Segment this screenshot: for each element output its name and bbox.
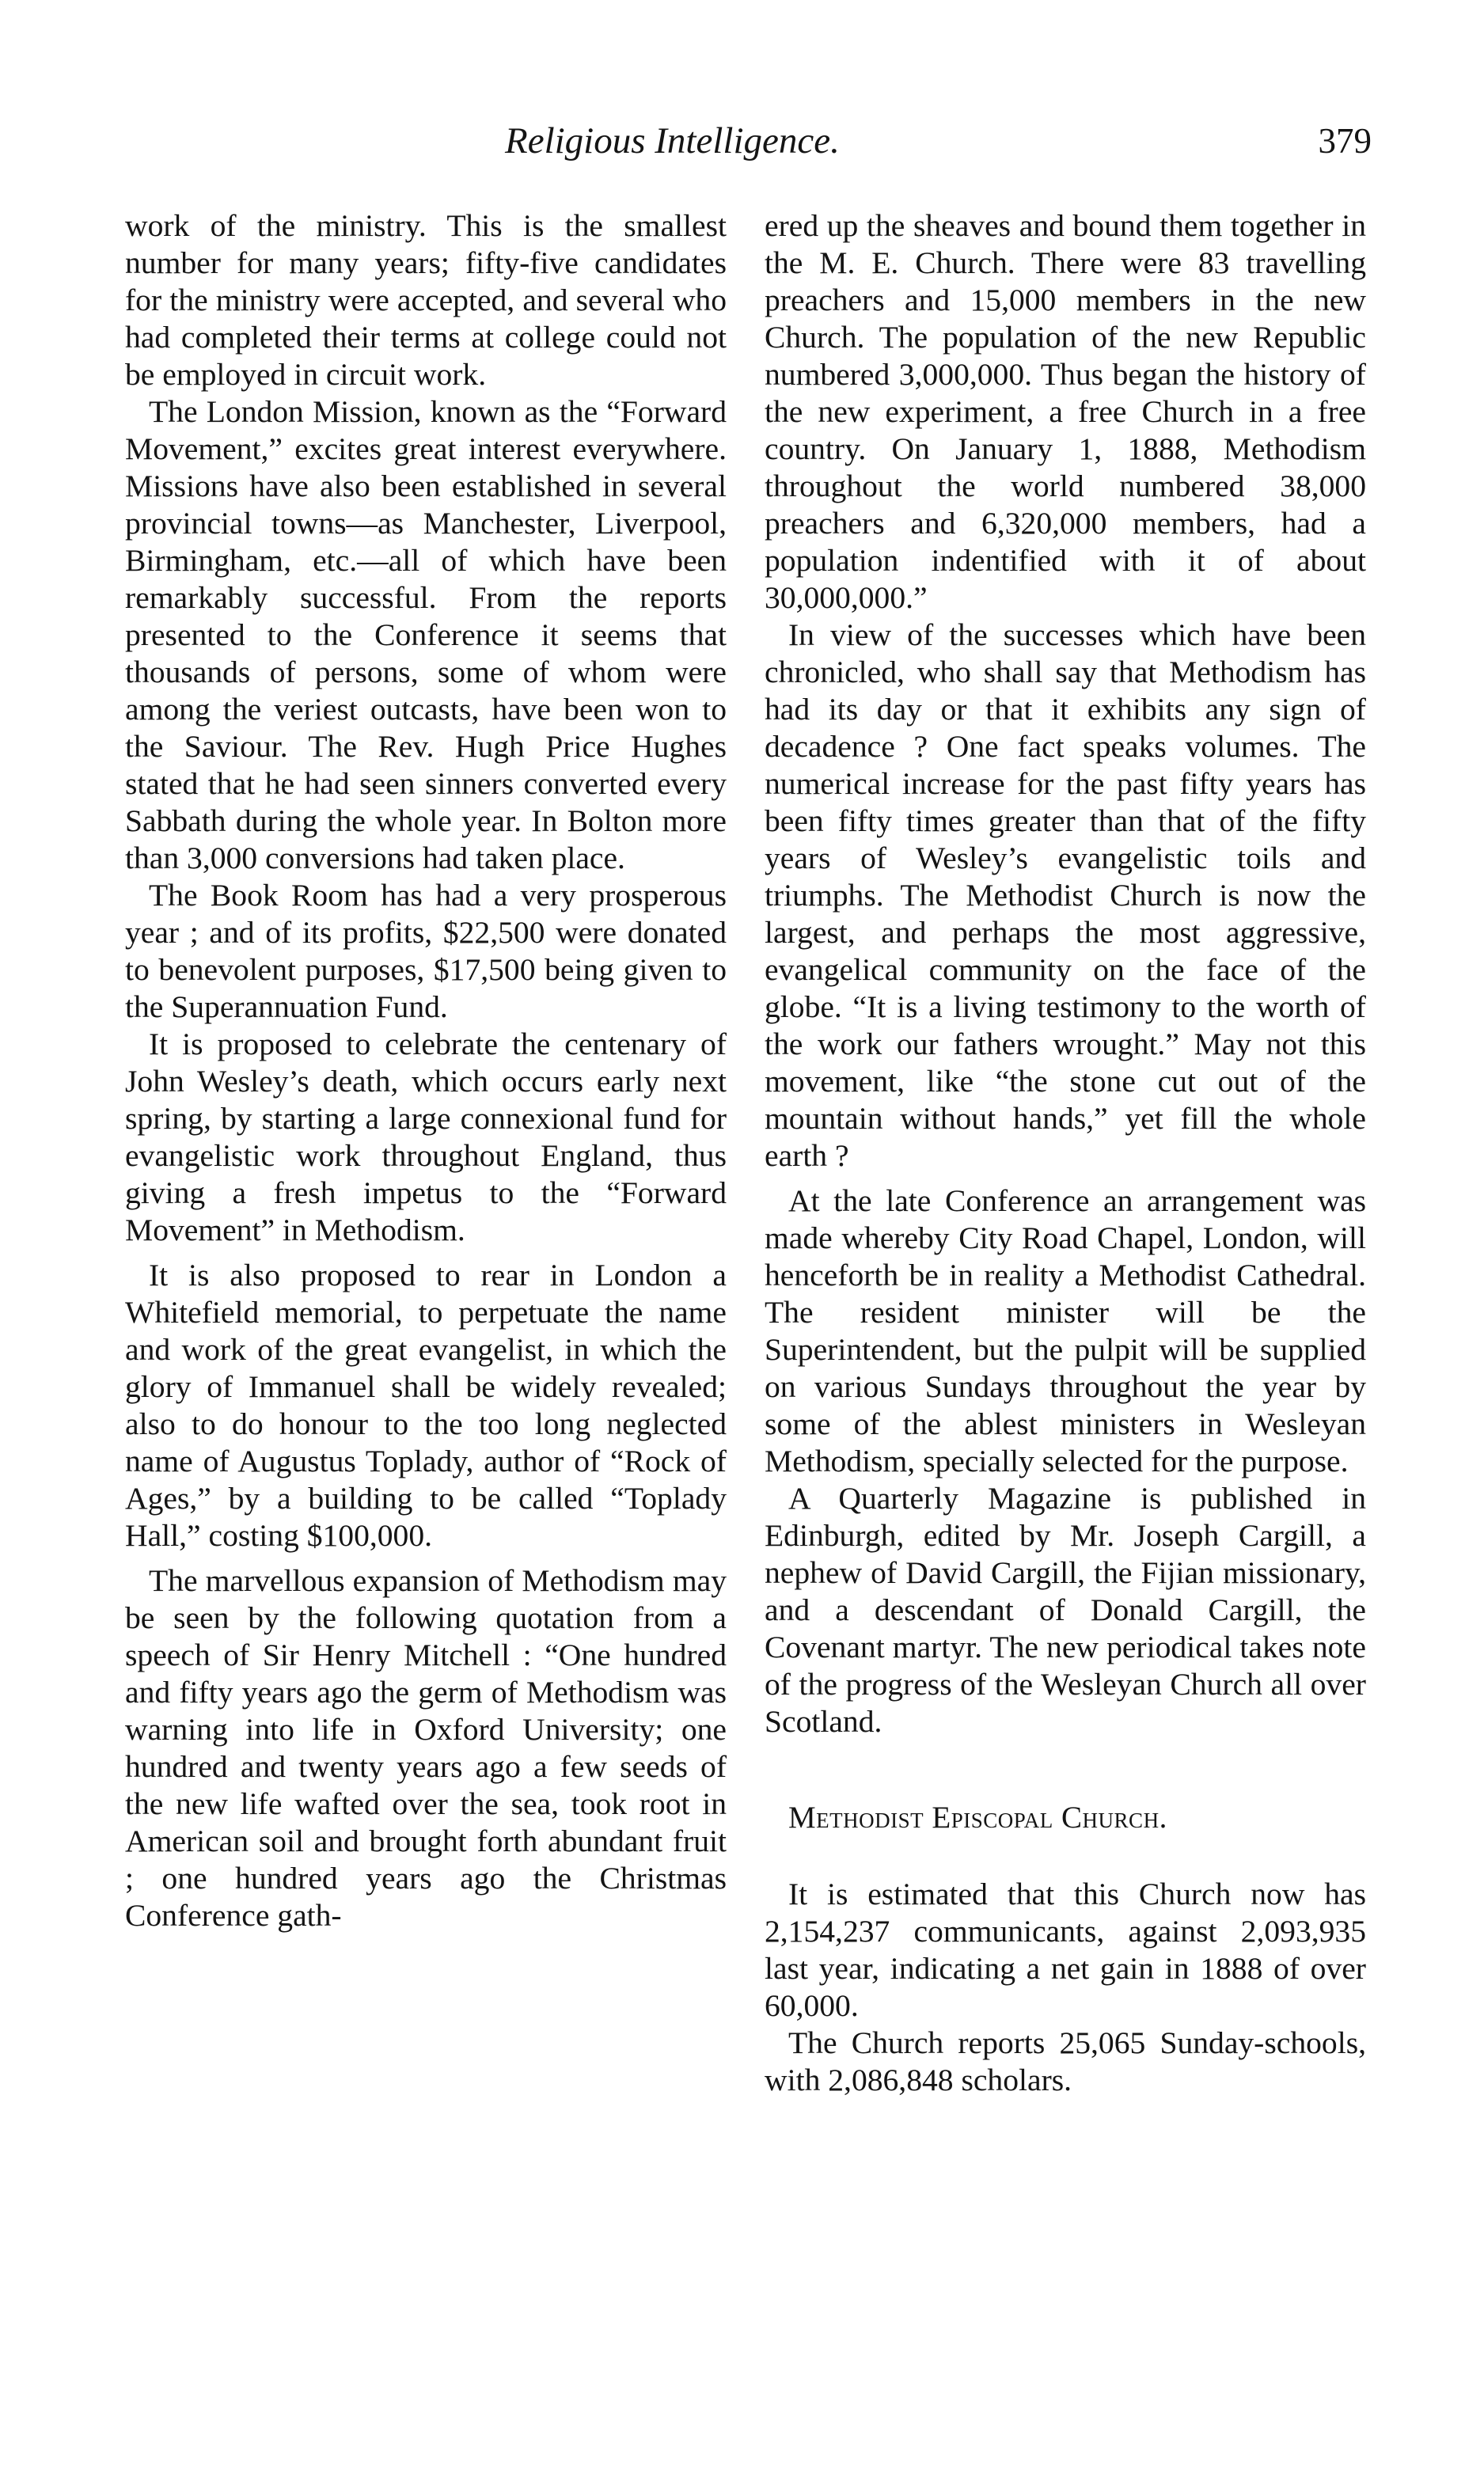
left-column xyxy=(125,207,727,1934)
right-column xyxy=(765,207,1366,2099)
section-heading: Methodist Episcopal Church. xyxy=(788,1801,1167,1835)
paragraph-ministry-candidates: work of the ministry. This is the smallest number for many years; fifty-five candidates for the ministry were accepted, and several who had completed their terms at college could not be employed in circuit work. xyxy=(125,208,727,392)
paragraph-successes: In view of the successes which have been chronicled, who shall say that Methodism has had its day or that it exhibits any sign of decadence ? One fact speaks volumes. The numerical increase for the past fifty years has been fifty times greater than that of the fifty years of Wesley’s evangelistic toils and triumphs. The Methodist Church is now the largest, and perhaps the most aggressive, evangelical community on the face of the globe. “It is a living testimony to the worth of the work our fathers wrought.” May not this movement, like “the stone cut out of the mountain without hands,” yet fill the whole earth ? xyxy=(765,617,1366,1173)
page-number: 379 xyxy=(1318,121,1372,161)
running-head: Religious Intelligence. xyxy=(505,120,840,161)
paragraph-methodism-expansion: The marvellous expansion of Methodism may be seen by the following quotation from a speech of Sir Henry Mitchell : “One hundred and fifty years ago the germ of Methodism was warning into life in Oxford University; one hundred and twenty years ago a few seeds of the new life wafted over the sea, took root in American soil and brought forth abundant fruit ; one hundred years ago the Christmas Conference gath- xyxy=(125,1563,727,1933)
paragraph-quarterly-magazine: A Quarterly Magazine is published in Edinburgh, edited by Mr. Joseph Cargill, a nephew of David Cargill, the Fijian missionary, and a descendant of Donald Cargill, the Covenant martyr. The new periodical takes note of the progress of the Wesleyan Church all over Scotland. xyxy=(765,1481,1366,1739)
page-header xyxy=(125,117,1372,180)
paragraph-quotation-continued: ered up the sheaves and bound them together in the M. E. Church. There were 83 travelling preachers and 15,000 members in the new Church. The population of the new Republic numbered 3,000,000. Thus began the history of the new experiment, a free Church in a free country. On January 1, 1888, Methodism throughout the world numbered 38,000 preachers and 6,320,000 members, had a population indentified with it of about 30,000,000.” xyxy=(765,208,1366,615)
paragraph-book-room: The Book Room has had a very prosperous year ; and of its profits, $22,500 were donated to benevolent purposes, $17,500 being given to the Superannuation Fund. xyxy=(125,878,727,1024)
paragraph-whitefield-memorial: It is also proposed to rear in London a Whitefield memorial, to perpetuate the name and work of the great evangelist, in which the glory of Immanuel shall be widely revealed; also to do honour to the too long neglected name of Augustus Toplady, author of “Rock of Ages,” by a building to be called “Toplady Hall,” costing $100,000. xyxy=(125,1258,727,1553)
paragraph-sunday-schools: The Church reports 25,065 Sunday-schools, with 2,086,848 scholars. xyxy=(765,2025,1366,2097)
paragraph-city-road-chapel: At the late Conference an arrangement was made whereby City Road Chapel, London, will henceforth be in reality a Methodist Cathedral. The resident minister will be the Superintendent, but the pulpit will be supplied on various Sundays throughout the year by some of the ablest ministers in Wesleyan Methodism, specially selected for the purpose. xyxy=(765,1183,1366,1478)
paragraph-london-mission: The London Mission, known as the “Forward Movement,” excites great interest everywhere. Missions have also been established in several provincial towns—as Manchester, Liverpool, Birmingham, etc.—all of which have been remarkably successful. From the reports presented to the Conference it seems that thousands of persons, some of whom were among the veriest outcasts, have been won to the Saviour. The Rev. Hugh Price Hughes stated that he had seen sinners converted every Sabbath during the whole year. In Bolton more than 3,000 conversions had taken place. xyxy=(125,394,727,875)
paragraph-communicants: It is estimated that this Church now has 2,154,237 communicants, against 2,093,935 last year, indicating a net gain in 1888 of over 60,000. xyxy=(765,1877,1366,2023)
paragraph-wesley-centenary: It is proposed to celebrate the centenary of John Wesley’s death, which occurs early next spring, by starting a large connexional fund for evangelistic work throughout England, thus giving a fresh impetus to the “Forward Movement” in Methodism. xyxy=(125,1027,727,1247)
